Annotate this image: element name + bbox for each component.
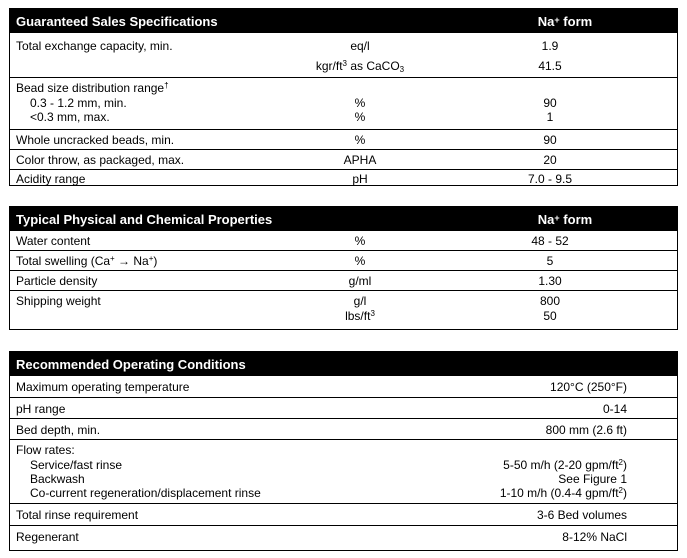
table-row [10, 33, 677, 77]
table-row [10, 418, 677, 439]
row-label: Bead size distribution range† [16, 81, 169, 95]
sales-title: Guaranteed Sales Specifications [16, 14, 218, 29]
row-unit: eq/l [350, 39, 370, 53]
row-label: Whole uncracked beads, min. [16, 133, 175, 147]
row-value: 1-10 m/h (0.4-4 gpm/$ft^2$) [499, 486, 627, 500]
table-row [10, 169, 677, 185]
row-label: Shipping weight [16, 294, 101, 308]
row-value: 48 - 52 [531, 234, 569, 248]
row-value: 7.0 - 9.5 [527, 172, 573, 186]
row-label: Regenerant [16, 530, 79, 544]
row-label: Water content [16, 234, 91, 248]
row-unit: g/ml [348, 274, 372, 288]
row-label: pH range [16, 402, 66, 416]
operating-conditions-table [9, 351, 678, 551]
table-row [10, 376, 677, 397]
row-unit: lbs/$ft^3$ [345, 309, 375, 323]
row-sublabel: <0.3 mm, max. [30, 110, 110, 124]
row-value: 90 [543, 133, 557, 147]
row-sublabel: Co-current regeneration/displacement rinse [30, 486, 261, 500]
physical-column-header: Na+ form [537, 212, 593, 227]
operating-title: Recommended Operating Conditions [16, 357, 246, 372]
row-label: Maximum operating temperature [16, 380, 190, 394]
table-row [10, 149, 677, 169]
row-value: 1.9 [541, 39, 559, 53]
table-row [10, 503, 677, 525]
table-row [10, 397, 677, 418]
table-row [10, 250, 677, 270]
table-row [10, 290, 677, 328]
physical-properties-table [9, 206, 678, 330]
row-unit: APHA [343, 153, 377, 167]
row-value: 5 [546, 254, 554, 268]
row-unit: pH [352, 172, 368, 186]
row-value: 50 [543, 309, 557, 323]
physical-title: Typical Physical and Chemical Properties [16, 212, 273, 227]
row-value: 120°C (250°F) [550, 380, 627, 394]
table-row [10, 231, 677, 250]
row-value: 20 [543, 153, 557, 167]
row-value: 41.5 [538, 59, 562, 73]
row-unit: g/l [353, 294, 367, 308]
table-row [10, 439, 677, 503]
row-value: 8-12% NaCl [562, 530, 627, 544]
row-label: Total rinse requirement [16, 508, 139, 522]
row-unit: kgr/$ft^3$ as CaCO3 [315, 59, 405, 74]
row-value: 3-6 Bed volumes [536, 508, 627, 522]
row-label: Flow rates: [16, 443, 75, 457]
row-unit: % [354, 96, 366, 110]
row-value: 1 [546, 110, 554, 124]
row-sublabel: 0.3 - 1.2 mm, min. [30, 96, 127, 110]
sales-column-header: Na+ form [537, 14, 593, 29]
row-label: Acidity range [16, 172, 86, 186]
row-value: See Figure 1 [558, 472, 627, 486]
table-row [10, 77, 677, 129]
row-value: 0-14 [602, 402, 627, 416]
row-sublabel: Backwash [30, 472, 85, 486]
row-label: Total exchange capacity, min. [16, 39, 173, 53]
sales-specifications-table [9, 8, 678, 186]
row-value: 800 mm (2.6 ft) [545, 423, 627, 437]
row-value: 90 [543, 96, 557, 110]
row-label: Bed depth, min. [16, 423, 101, 437]
row-value: 800 [539, 294, 561, 308]
row-label: Color throw, as packaged, max. [16, 153, 185, 167]
row-label: Particle density [16, 274, 98, 288]
physical-header [10, 207, 677, 231]
row-unit: % [354, 254, 366, 268]
row-label: Total swelling (Ca+ → Na+) [16, 254, 158, 268]
table-row [10, 129, 677, 149]
row-unit: % [354, 133, 366, 147]
operating-header [10, 352, 677, 376]
sales-header [10, 9, 677, 33]
table-row [10, 525, 677, 546]
table-row [10, 270, 677, 290]
row-sublabel: Service/fast rinse [30, 458, 123, 472]
row-value: 1.30 [538, 274, 562, 288]
row-unit: % [354, 110, 366, 124]
row-unit: % [354, 234, 366, 248]
row-value: 5-50 m/h (2-20 gpm/$ft^2$) [503, 458, 627, 472]
